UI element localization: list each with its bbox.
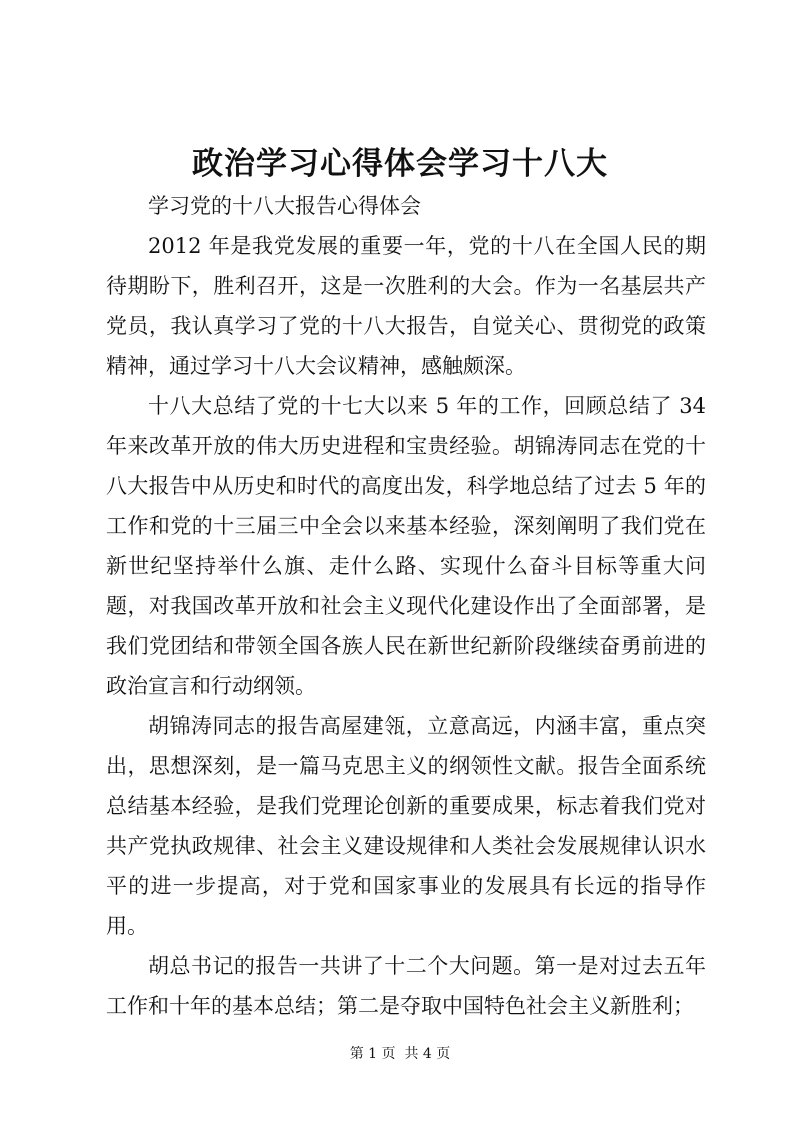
document-title: 政治学习心得体会学习十八大 [192,146,608,182]
document-subtitle: 学习党的十八大报告心得体会 [148,194,421,218]
paragraph: 胡锦涛同志的报告高屋建瓴，立意高远，内涵丰富，重点突出，思想深刻，是一篇马克思主义的纲领性文献。报告全面系统总结基本经验，是我们党理论创新的重要成果，标志着我们党对共产党执政规律、社会主义建设规律和人类社会发展规律认识水平的进一步提高，对于党和国家事业的发展具有长远的指导作用。 [106,714,706,938]
paragraph: 2012 年是我党发展的重要一年，党的十八在全国人民的期待期盼下，胜利召开，这是一次胜利的大会。作为一名基层共产党员，我认真学习了党的十八大报告，自觉关心、贯彻党的政策精神，通过学习十八大会议精神，感触颇深。 [106,234,706,378]
paragraph: 胡总书记的报告一共讲了十二个大问题。第一是对过去五年工作和十年的基本总结；第二是夺取中国特色社会主义新胜利； [106,954,706,1018]
paragraph: 十八大总结了党的十七大以来 5 年的工作，回顾总结了 34 年来改革开放的伟大历史进程和宝贵经验。胡锦涛同志在党的十八大报告中从历史和时代的高度出发，科学地总结了过去 5 年的工作和党的十三届三中全会以来基本经验，深刻阐明了我们党在新世纪坚持举什么旗、走什么路、实现什么奋斗目标等重大问题，对我国改革开放和社会主义现代化建设作出了全面部署，是我们党团结和带领全国各族人民在新世纪新阶段继续奋勇前进的政治宣言和行动纲领。 [106,394,706,698]
page-footer: 第 1 页 共 4 页 [349,1046,451,1062]
document-body [106,186,706,1026]
